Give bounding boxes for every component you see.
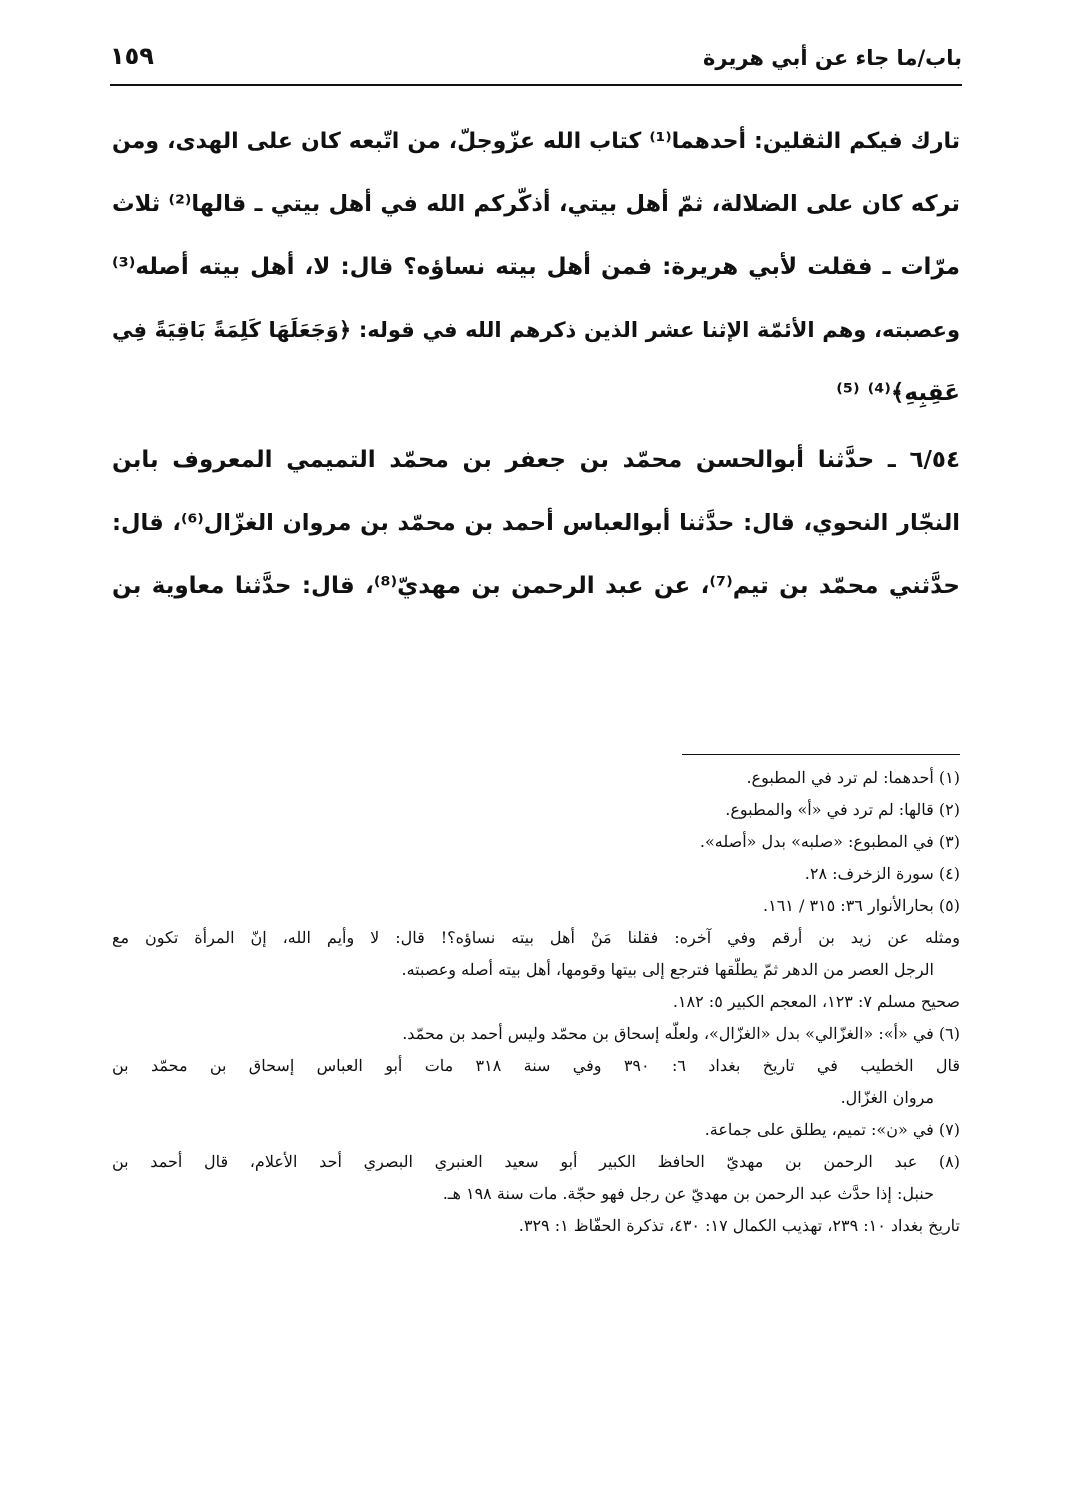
main-line: عَقِبِهِ﴾⁽⁴⁾ ⁽⁵⁾ — [836, 380, 960, 406]
main-line: النجّار النحوي، قال: حدَّثنا أبوالعباس أحمد بن محمّد بن مروان الغزّال⁽⁶⁾، قال: — [112, 510, 960, 536]
footnote-line: (٣) في المطبوع: «صلبه» بدل «أصله». — [699, 832, 960, 851]
footnote-line: (٢) قالها: لم ترد في «أ» والمطبوع. — [725, 800, 960, 819]
footnote-line: (١) أحدهما: لم ترد في المطبوع. — [746, 768, 960, 787]
footnote-line: (٨) عبد الرحمن بن مهديّ الحافظ الكبير أبو سعيد العنبري البصري أحد الأعلام، قال أحمد بن — [112, 1152, 960, 1171]
footnote-divider — [682, 754, 960, 755]
header-divider — [110, 84, 962, 86]
footnote-line: تاريخ بغداد ١٠: ٢٣٩، تهذيب الكمال ١٧: ٤٣٠، تذكرة الحفّاظ ١: ٣٢٩. — [518, 1216, 960, 1235]
main-line: مرّات ـ فقلت لأبي هريرة: فمن أهل بيته نساؤه؟ قال: لا، أهل بيته أصله⁽³⁾ — [112, 254, 960, 280]
main-line: حدَّثني محمّد بن تيم⁽⁷⁾، عن عبد الرحمن بن مهديّ⁽⁸⁾، قال: حدَّثنا معاوية بن — [112, 573, 960, 599]
footnote-line: (٧) في «ن»: تميم، يطلق على جماعة. — [704, 1120, 960, 1139]
main-line: تارك فيكم الثقلين: أحدهما⁽¹⁾ كتاب الله عزّوجلّ، من اتّبعه كان على الهدى، ومن — [112, 129, 961, 154]
main-line: وعصبته، وهم الأئمّة الإثنا عشر الذين ذكرهم الله في قوله: ﴿وَجَعَلَهَا كَلِمَةً بَاقِيَةً فِي — [112, 318, 960, 342]
main-line: ٦/٥٤ ـ حدَّثنا أبوالحسن محمّد بن جعفر بن محمّد التميمي المعروف بابن — [112, 447, 960, 473]
footnote-line: مروان الغزّال. — [840, 1088, 934, 1107]
page-header — [110, 40, 962, 84]
footnote-line: (٦) في «أ»: «الغزّالي» بدل «الغزّال»، ولعلّه إسحاق بن محمّد وليس أحمد بن محمّد. — [402, 1024, 960, 1043]
footnotes — [112, 762, 960, 1242]
page-number: ١٥٩ — [110, 42, 154, 70]
footnote-line: الرجل العصر من الدهر ثمّ يطلّقها فترجع إلى بيتها وقومها، أهل بيته أصله وعصبته. — [401, 960, 934, 979]
footnote-line: حنبل: إذا حدَّث عبد الرحمن بن مهديّ عن رجل فهو حجّة. مات سنة ١٩٨ هـ. — [442, 1184, 934, 1203]
footnote-line: صحيح مسلم ٧: ١٢٣، المعجم الكبير ٥: ١٨٢. — [672, 992, 960, 1011]
footnote-line: قال الخطيب في تاريخ بغداد ٦: ٣٩٠ وفي سنة ٣١٨ مات أبو العباس إسحاق بن محمّد بن — [112, 1056, 961, 1075]
footnote-line: (٤) سورة الزخرف: ٢٨. — [804, 864, 960, 883]
footnote-line: ومثله عن زيد بن أرقم وفي آخره: فقلنا مَنْ أهل بيته نساؤه؟! قال: لا وأيم الله، إنّ المرأة تكون مع — [112, 928, 961, 947]
chapter-title: باب/ما جاء عن أبي هريرة — [703, 46, 962, 70]
main-line: تركه كان على الضلالة، ثمّ أهل بيتي، أذكّركم الله في أهل بيتي ـ قالها⁽²⁾ ثلاث — [112, 191, 960, 217]
footnote-line: (٥) بحارالأنوار ٣٦: ٣١٥ / ١٦١. — [763, 896, 960, 915]
main-text — [112, 110, 960, 618]
